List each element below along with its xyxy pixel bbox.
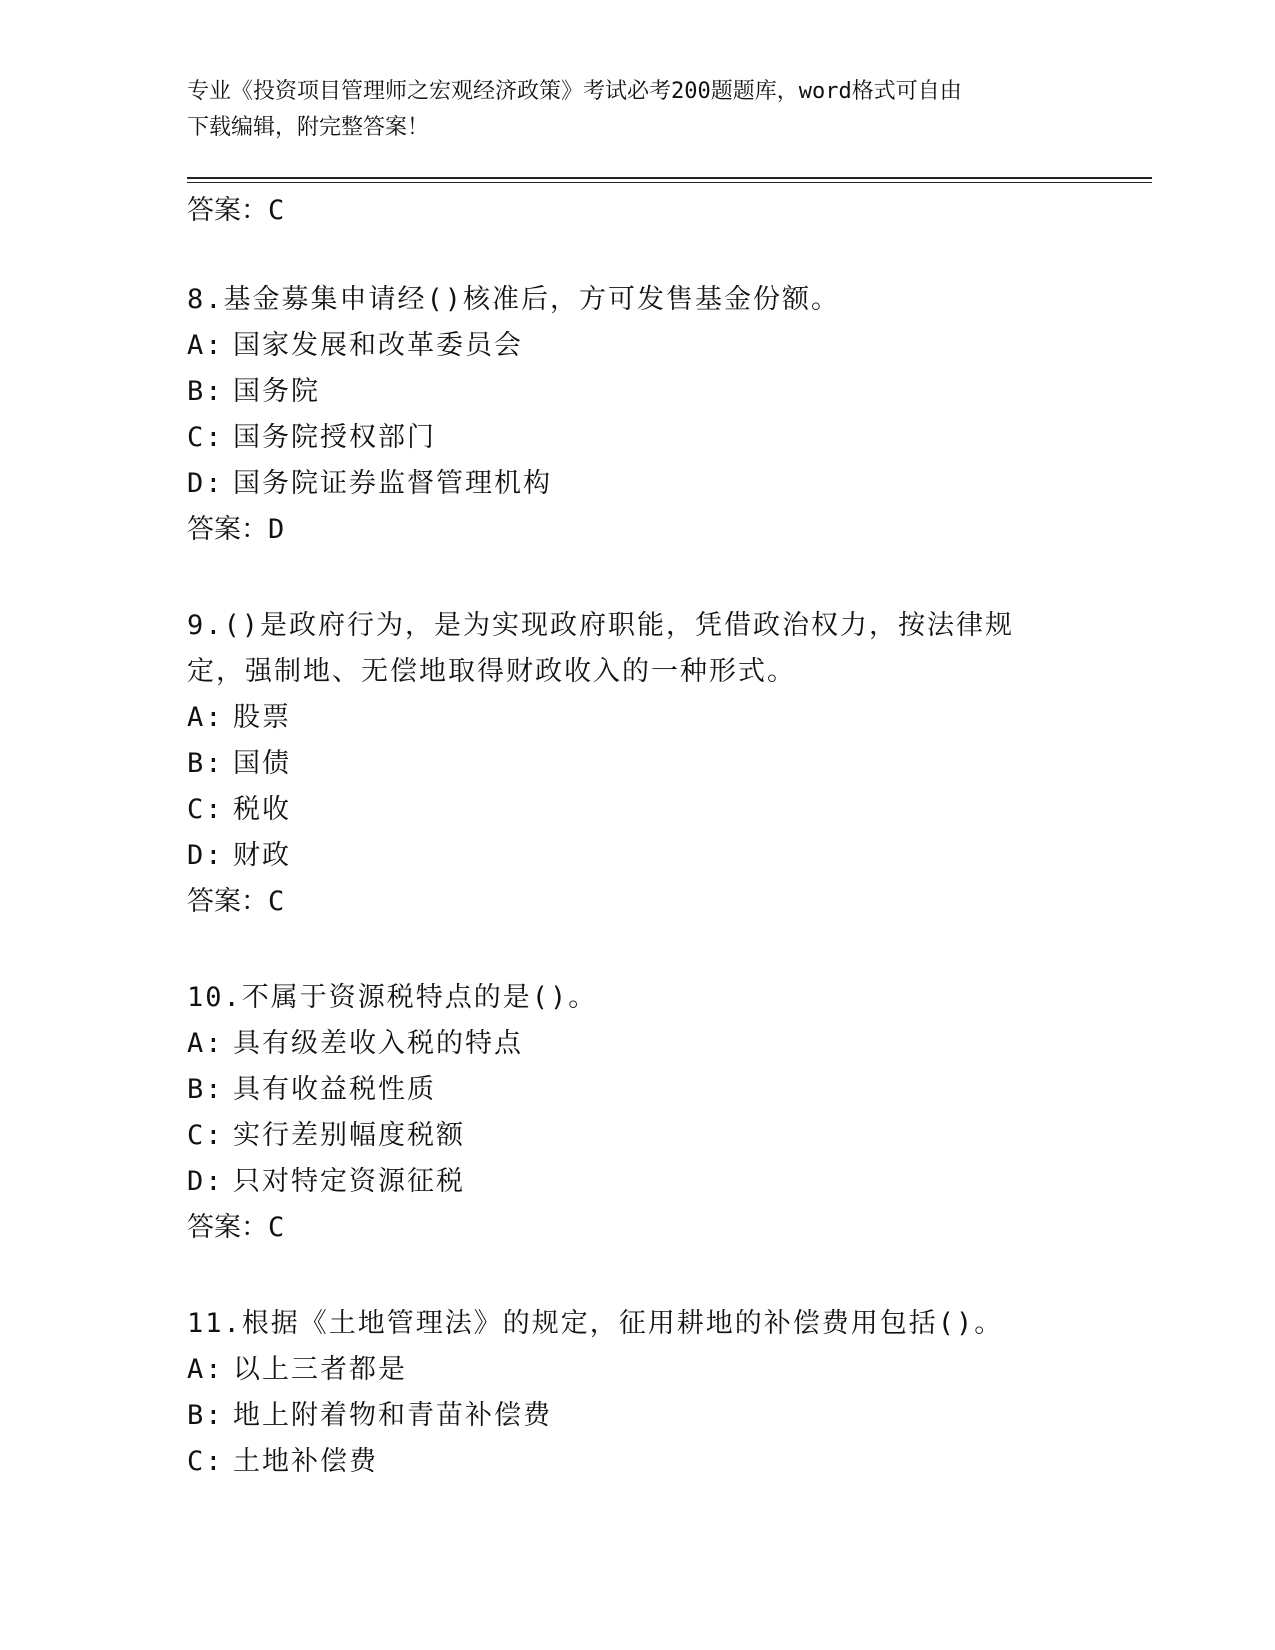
question-11 <box>187 1301 1087 1485</box>
option-a: A: 具有级差收入税的特点 <box>187 1028 523 1059</box>
option-c: C: 实行差别幅度税额 <box>187 1120 465 1151</box>
option-a: A: 国家发展和改革委员会 <box>187 330 523 361</box>
question-text: 8.基金募集申请经()核准后，方可发售基金份额。 <box>187 284 841 315</box>
question-text: 9.()是政府行为，是为实现政府职能，凭借政治权力，按法律规定，强制地、无偿地取得财政收入的一种形式。 <box>187 610 1015 687</box>
question-9 <box>187 603 1087 925</box>
header-line-1: 专业《投资项目管理师之宏观经济政策》考试必考200题题库，word格式可自由 <box>187 79 962 104</box>
option-b: B: 国务院 <box>187 376 320 407</box>
question-10 <box>187 975 1087 1251</box>
option-d: D: 国务院证券监督管理机构 <box>187 468 552 499</box>
question-text: 10.不属于资源税特点的是()。 <box>187 982 598 1013</box>
option-b: B: 地上附着物和青苗补偿费 <box>187 1400 552 1431</box>
header-divider-thin <box>187 182 1152 183</box>
option-b: B: 国债 <box>187 748 291 779</box>
option-d: D: 财政 <box>187 840 291 871</box>
option-a: A: 以上三者都是 <box>187 1354 407 1385</box>
header-divider-thick <box>187 177 1152 179</box>
option-c: C: 税收 <box>187 794 291 825</box>
previous-question-answer: 答案：C <box>187 195 285 226</box>
question-8 <box>187 277 1087 553</box>
option-c: C: 国务院授权部门 <box>187 422 436 453</box>
option-d: D: 只对特定资源征税 <box>187 1166 465 1197</box>
option-a: A: 股票 <box>187 702 291 733</box>
answer-line: 答案：D <box>187 514 285 545</box>
document-header <box>187 74 1067 146</box>
question-text: 11.根据《土地管理法》的规定，征用耕地的补偿费用包括()。 <box>187 1308 1004 1339</box>
option-b: B: 具有收益税性质 <box>187 1074 436 1105</box>
header-line-2: 下载编辑，附完整答案！ <box>187 115 430 140</box>
answer-line: 答案：C <box>187 1212 285 1243</box>
option-c: C: 土地补偿费 <box>187 1446 378 1477</box>
answer-line: 答案：C <box>187 886 285 917</box>
